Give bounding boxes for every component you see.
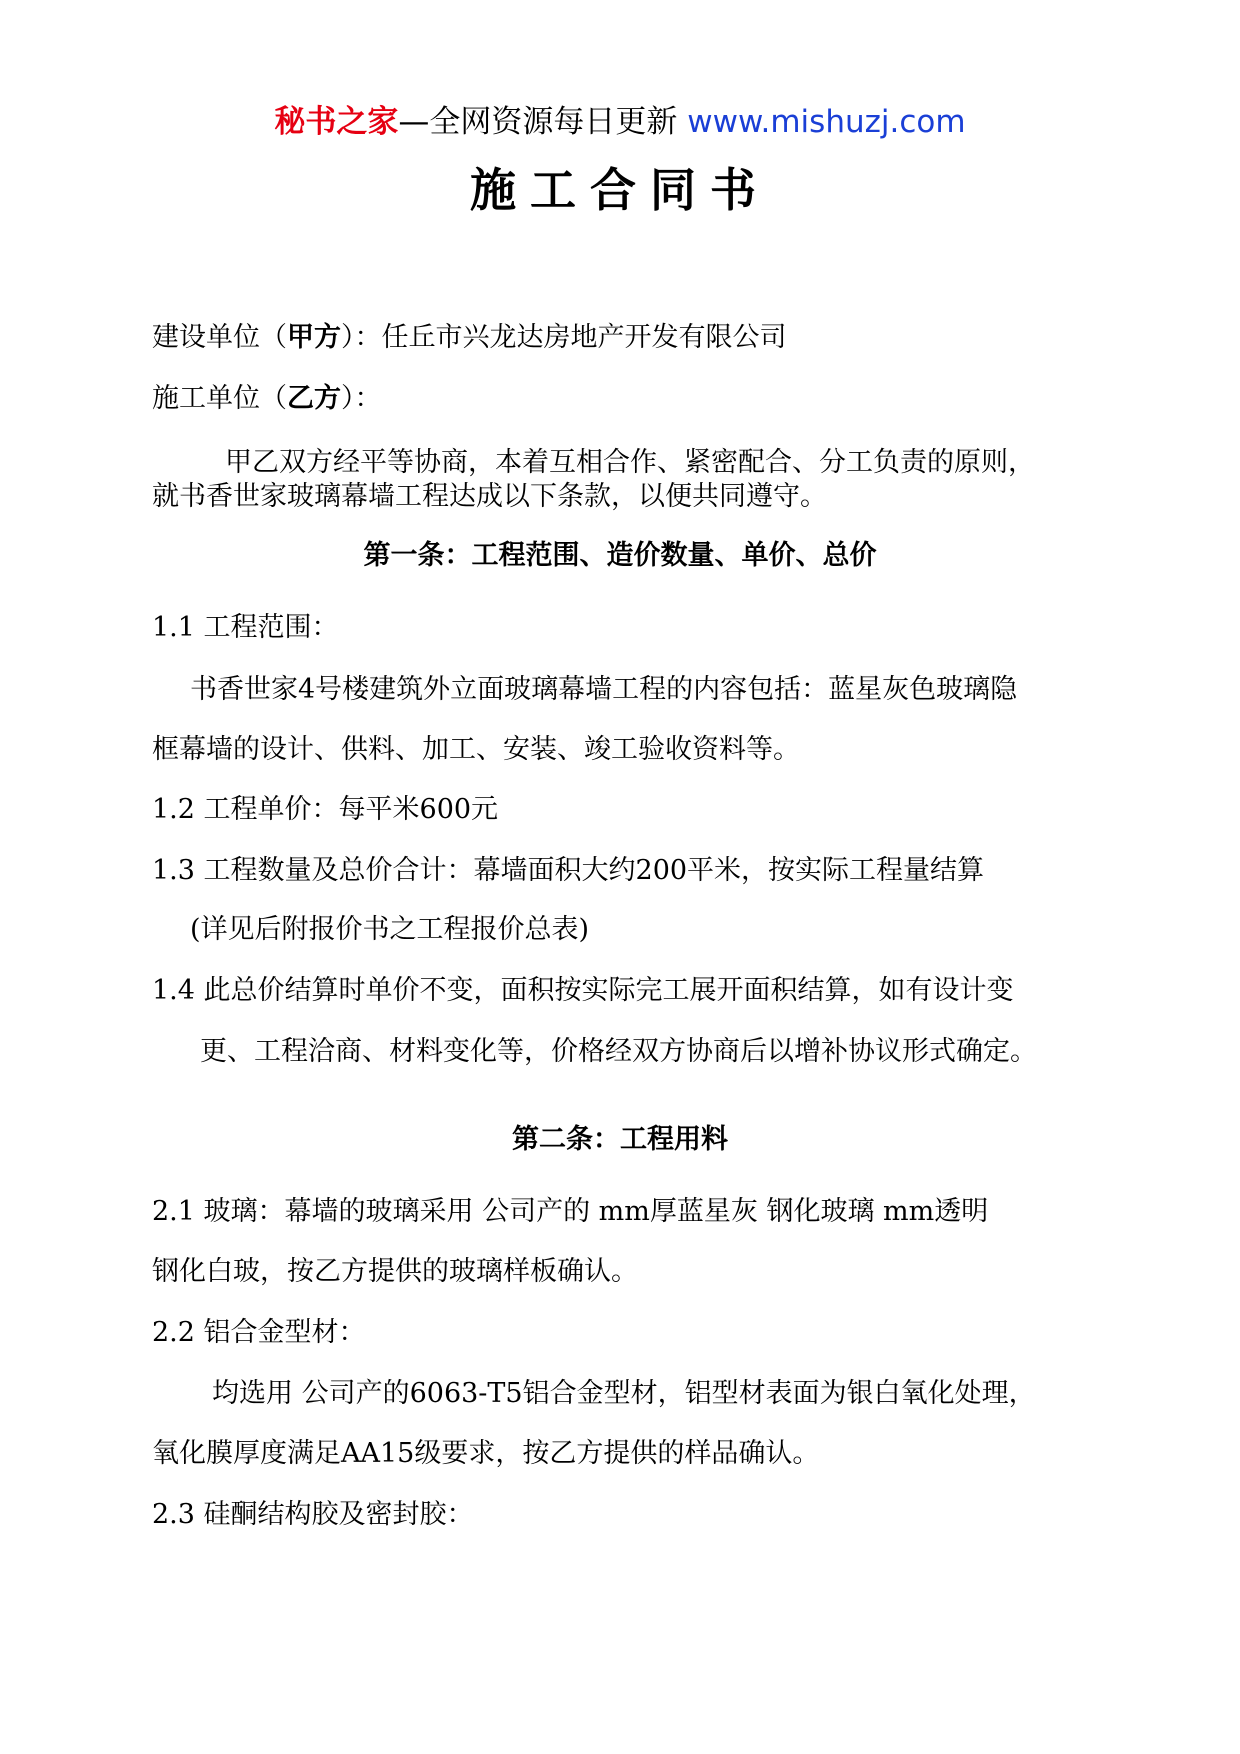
section-1-2: 1.2 工程单价：每平米600元 <box>152 794 499 825</box>
party-a-line <box>152 318 787 358</box>
section-1-3-note: (详见后附报价书之工程报价总表) <box>190 914 590 945</box>
banner-brand: 秘书之家 <box>274 104 399 140</box>
article-1-heading: 第一条：工程范围、造价数量、单价、总价 <box>363 540 877 571</box>
party-b-label-post: ）： <box>341 383 382 414</box>
section-1-1: 1.1 工程范围： <box>152 612 339 643</box>
section-2-2-text-1: 均选用 公司产的6063-T5铝合金型材，铝型材表面为银白氧化处理， <box>212 1378 1036 1409</box>
site-banner <box>0 102 1240 142</box>
party-b-line <box>152 379 382 419</box>
party-a-label-post: ）： <box>341 322 382 353</box>
section-2-2: 2.2 铝合金型材： <box>152 1317 366 1348</box>
banner-slogan: —全网资源每日更新 <box>398 104 688 140</box>
section-2-1-cont: 钢化白玻，按乙方提供的玻璃样板确认。 <box>152 1256 638 1287</box>
party-a-label-bold: 甲方 <box>287 322 341 353</box>
section-1-1-text-2: 框幕墙的设计、供料、加工、安装、竣工验收资料等。 <box>152 734 800 765</box>
section-2-2-text-2: 氧化膜厚度满足AA15级要求，按乙方提供的样品确认。 <box>152 1438 820 1469</box>
intro-line-1: 甲乙双方经平等协商，本着互相合作、紧密配合、分工负责的原则， <box>225 447 1035 478</box>
banner-url[interactable]: www.mishuzj.com <box>687 104 966 140</box>
section-2-3: 2.3 硅酮结构胶及密封胶： <box>152 1499 474 1530</box>
section-1-3: 1.3 工程数量及总价合计：幕墙面积大约200平米，按实际工程量结算 <box>152 855 985 886</box>
party-a-label-pre: 建设单位（ <box>152 322 287 353</box>
article-2-heading: 第二条：工程用料 <box>512 1124 728 1155</box>
section-1-4-cont: 更、工程洽商、材料变化等，价格经双方协商后以增补协议形式确定。 <box>200 1036 1037 1067</box>
section-1-4: 1.4 此总价结算时单价不变，面积按实际完工展开面积结算，如有设计变 <box>152 975 1014 1006</box>
document-title: 施工合同书 <box>470 163 770 217</box>
party-b-label-pre: 施工单位（ <box>152 383 287 414</box>
section-2-1: 2.1 玻璃：幕墙的玻璃采用 公司产的 mm厚蓝星灰 钢化玻璃 mm透明 <box>152 1196 989 1227</box>
party-b-label-bold: 乙方 <box>287 383 341 414</box>
party-a-value: 任丘市兴龙达房地产开发有限公司 <box>381 322 787 353</box>
section-1-1-text-1: 书香世家4号楼建筑外立面玻璃幕墙工程的内容包括：蓝星灰色玻璃隐 <box>190 674 1018 705</box>
intro-line-2: 就书香世家玻璃幕墙工程达成以下条款，以便共同遵守。 <box>152 481 827 512</box>
